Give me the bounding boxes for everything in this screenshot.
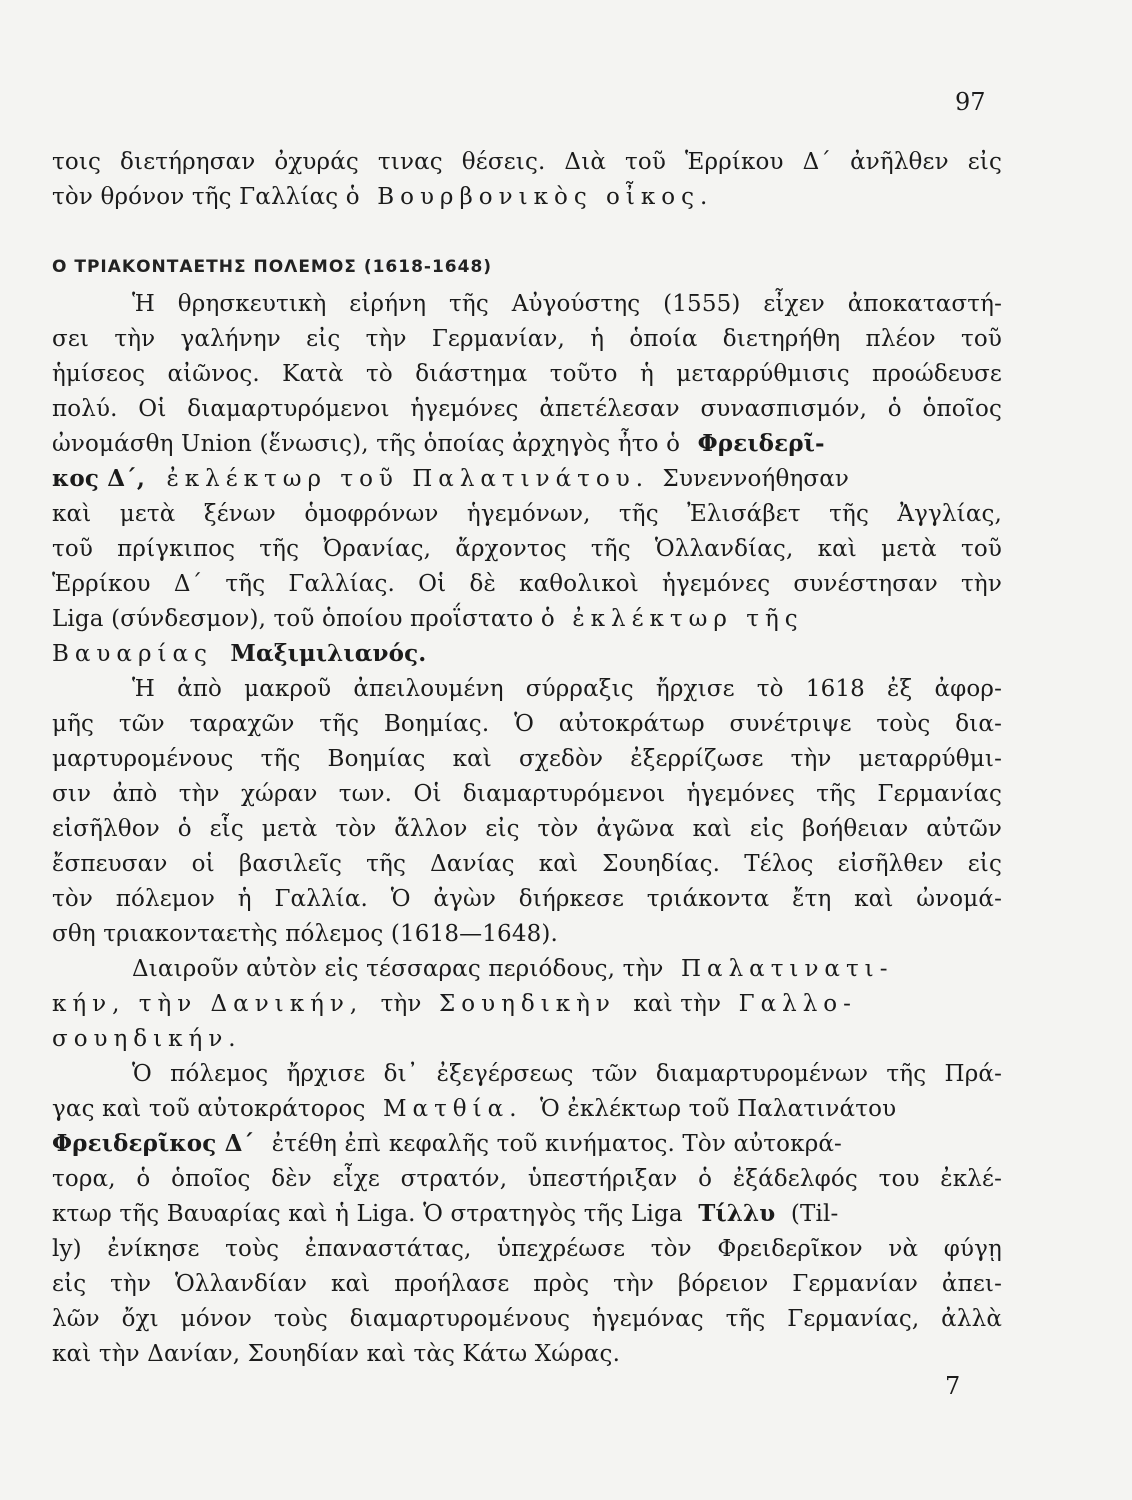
text-line: καὶ μετὰ ξένων ὁμοφρόνων ἡγεμόνων, τῆς Ἐλισάβετ τῆς Ἀγγλίας, <box>52 501 1002 527</box>
text-span: τὸν θρόνον τῆς Γαλλίας ὁ <box>52 184 360 210</box>
bold-name: Φρειδερῖκος Δ΄ <box>52 1130 255 1157</box>
spaced-text: Παλατινατι- <box>681 956 894 982</box>
spaced-text: Βουρβονικὸς οἶκος. <box>377 184 714 210</box>
text-span: γας καὶ τοῦ αὐτοκράτορος <box>52 1096 366 1122</box>
text-line: τορα, ὁ ὁποῖος δὲν εἶχε στρατόν, ὑπεστήριξαν ὁ ἐξάδελφός του ἐκλέ- <box>52 1166 1002 1192</box>
text-line: τοις διετήρησαν ὀχυράς τινας θέσεις. Διὰ τοῦ Ἑρρίκου Δ΄ ἀνῆλθεν εἰς <box>52 149 1002 175</box>
text-line <box>52 1130 1002 1158</box>
text-line <box>52 430 1002 458</box>
spaced-text: Ματθία. <box>382 1096 523 1122</box>
bold-name: Μαξιμιλιανός. <box>230 640 427 667</box>
text-line <box>52 465 1002 493</box>
bold-name: Τίλλυ <box>698 1200 776 1227</box>
page-number: 97 <box>955 88 986 116</box>
text-line <box>52 640 1002 668</box>
text-line <box>52 955 1002 983</box>
bold-name: Φρειδερῖ- <box>697 430 825 457</box>
text-span: τὴν <box>380 991 422 1017</box>
spaced-text: κήν, τὴν Δανικήν, <box>52 991 364 1017</box>
text-span: Διαιροῦν αὐτὸν εἰς τέσσαρας περιόδους, τὴν <box>132 956 664 982</box>
text-line: Ἡ θρησκευτικὴ εἰρήνη τῆς Αὐγούστης (1555) εἶχεν ἀποκαταστή- <box>132 291 1002 317</box>
text-line: τὸν πόλεμον ἡ Γαλλία. Ὁ ἀγὼν διήρκεσε τριάκοντα ἔτη καὶ ὠνομά- <box>52 886 1002 912</box>
text-line: Ἡ ἀπὸ μακροῦ ἀπειλουμένη σύρραξις ἤρχισε τὸ 1618 ἐξ ἀφορ- <box>132 676 1002 702</box>
spaced-text: Σουηδικὴν <box>439 991 616 1017</box>
spaced-text: Γαλλο- <box>738 991 857 1017</box>
text-line: εἰσῆλθον ὁ εἷς μετὰ τὸν ἄλλον εἰς τὸν ἀγῶνα καὶ εἰς βοήθειαν αὐτῶν <box>52 816 1002 842</box>
text-span: Liga (σύνδεσμον), τοῦ ὁποίου προΐστατο ὁ <box>52 606 555 632</box>
text-line <box>52 605 1002 633</box>
text-line: σθη τριακονταετὴς πόλεμος (1618—1648). <box>52 921 558 947</box>
text-span: ὠνομάσθη Union (ἕνωσις), τῆς ὁποίας ἀρχηγὸς ἦτο ὁ <box>52 431 681 457</box>
spaced-text: Βαυαρίας <box>52 641 213 667</box>
text-line <box>52 1200 1002 1228</box>
spaced-text: ἐκλέκτωρ τοῦ Παλατινάτου. <box>166 466 650 492</box>
text-line: λῶν ὄχι μόνον τοὺς διαμαρτυρομένους ἡγεμόνας τῆς Γερμανίας, ἀλλὰ <box>52 1306 1002 1332</box>
text-line: ly) ἐνίκησε τοὺς ἐπαναστάτας, ὑπεχρέωσε τὸν Φρειδερῖκον νὰ φύγῃ <box>52 1236 1002 1262</box>
text-line: πολύ. Οἱ διαμαρτυρόμενοι ἡγεμόνες ἀπετέλεσαν συνασπισμόν, ὁ ὁποῖος <box>52 396 1002 422</box>
text-line: Ἑρρίκου Δ΄ τῆς Γαλλίας. Οἱ δὲ καθολικοὶ ἡγεμόνες συνέστησαν τὴν <box>52 571 1002 597</box>
text-span: ἐτέθη ἐπὶ κεφαλῆς τοῦ κινήματος. Τὸν αὐτοκρά- <box>271 1131 842 1157</box>
text-line: ἔσπευσαν οἱ βασιλεῖς τῆς Δανίας καὶ Σουηδίας. Τέλος εἰσῆλθεν εἰς <box>52 851 1002 877</box>
text-line: σιν ἀπὸ τὴν χώραν των. Οἱ διαμαρτυρόμενοι ἡγεμόνες τῆς Γερμανίας <box>52 781 1002 807</box>
text-span: Συνεννοήθησαν <box>662 466 850 492</box>
text-line: σει τὴν γαλήνην εἰς τὴν Γερμανίαν, ἡ ὁποία διετηρήθη πλέον τοῦ <box>52 326 1002 352</box>
text-span: (Til- <box>790 1201 839 1227</box>
text-line: ἡμίσεος αἰῶνος. Κατὰ τὸ διάστημα τοῦτο ἡ μεταρρύθμισις προώδευσε <box>52 361 1002 387</box>
text-span: καὶ τὴν <box>633 991 722 1017</box>
signature-mark: 7 <box>945 1372 961 1400</box>
text-line: καὶ τὴν Δανίαν, Σουηδίαν καὶ τὰς Κάτω Χώρας. <box>52 1341 621 1367</box>
spaced-text: ἐκλέκτωρ τῆς <box>572 606 804 632</box>
bold-name: κος Δ΄, <box>52 465 145 492</box>
text-line <box>52 990 1002 1018</box>
text-span: Ὁ ἐκλέκτωρ τοῦ Παλατινάτου <box>539 1096 897 1122</box>
text-line <box>52 183 1002 211</box>
text-line: μῆς τῶν ταραχῶν τῆς Βοημίας. Ὁ αὐτοκράτωρ συνέτριψε τοὺς δια- <box>52 711 1002 737</box>
text-line: τοῦ πρίγκιπος τῆς Ὀρανίας, ἄρχοντος τῆς Ὁλλανδίας, καὶ μετὰ τοῦ <box>52 536 1002 562</box>
text-span: κτωρ τῆς Βαυαρίας καὶ ἡ Liga. Ὁ στρατηγὸς τῆς Liga <box>52 1201 683 1227</box>
text-line: εἰς τὴν Ὁλλανδίαν καὶ προήλασε πρὸς τὴν βόρειον Γερμανίαν ἀπει- <box>52 1271 1002 1297</box>
text-line: μαρτυρομένους τῆς Βοημίας καὶ σχεδὸν ἐξερρίζωσε τὴν μεταρρύθμι- <box>52 746 1002 772</box>
section-heading: Ο ΤΡΙΑΚΟΝΤΑΕΤΗΣ ΠΟΛΕΜΟΣ (1618-1648) <box>52 257 493 277</box>
text-line: σουηδικήν. <box>52 1026 242 1052</box>
text-line <box>52 1095 1002 1123</box>
text-line: Ὁ πόλεμος ἤρχισε δι᾿ ἐξεγέρσεως τῶν διαμαρτυρομένων τῆς Πρά- <box>132 1061 1002 1087</box>
